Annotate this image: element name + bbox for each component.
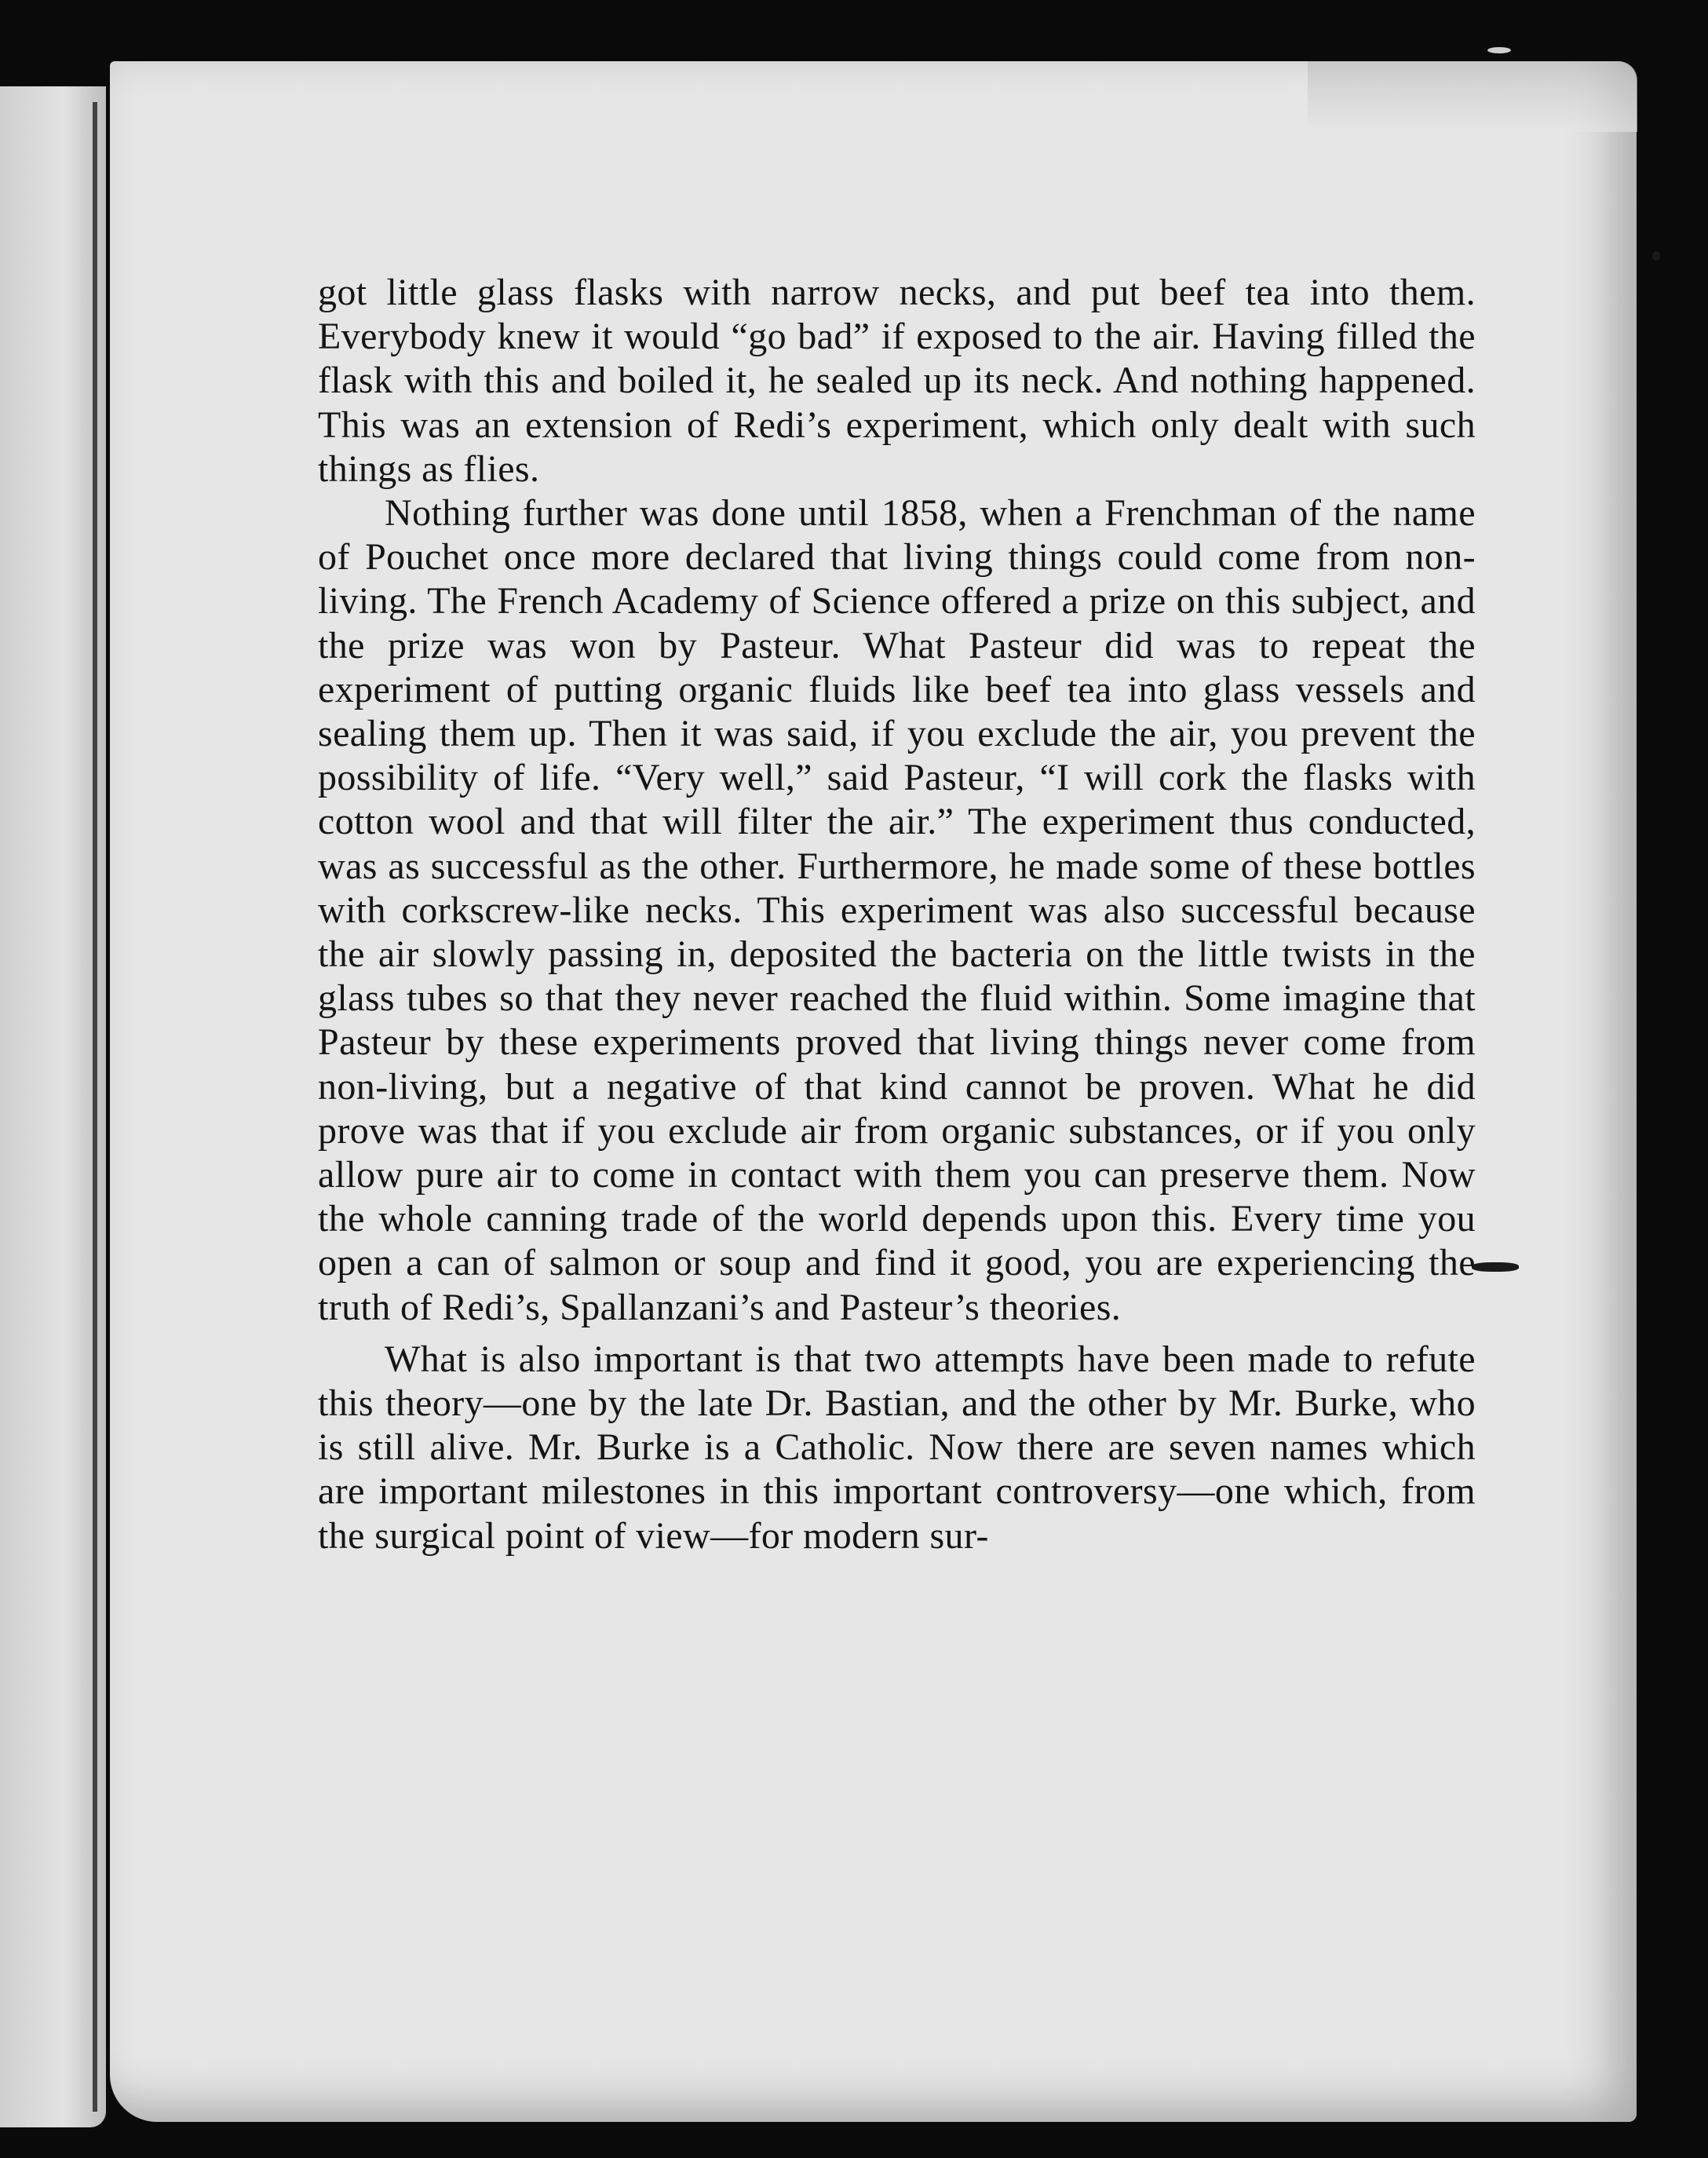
body-text xyxy=(318,271,1476,1558)
binding-gutter xyxy=(93,102,97,2112)
previous-page-edge xyxy=(0,86,106,2127)
ink-speck xyxy=(1652,251,1660,261)
paragraph-flask-experiment: got little glass flasks with narrow necks, and put beef tea into them. Everybody knew it would “go bad” if exposed to the air. Having filled the flask with this and boiled it, he sealed up its neck. And nothing happened. This was an extension of Redi’s experiment, which only dealt with such things as flies. xyxy=(318,272,1476,490)
paragraph-refutation-attempts: What is also important is that two attempts have been made to refute this theory—one by the late Dr. Bastian, and the other by Mr. Burke, who is still alive. Mr. Burke is a Catholic. Now there are seven names which are important milestones in this important controversy—one which, from the surgical point of view—for modern sur- xyxy=(318,1338,1476,1557)
ink-speck xyxy=(1472,1262,1519,1272)
ink-speck xyxy=(1487,47,1511,53)
paragraph-pasteur-experiment: Nothing further was done until 1858, when a Frenchman of the name of Pouchet once more declared that living things could come from non-living. The French Academy of Science offered a prize on this subject, and the prize was won by Pasteur. What Pasteur did was to repeat the experiment of putting organic fluids like beef tea into glass vessels and sealing them up. Then it was said, if you exclude the air, you prevent the possibility of life. “Very well,” said Pasteur, “I will cork the flasks with cotton wool and that will filter the air.” The experiment thus conducted, was as successful as the other. Furthermore, he made some of these bottles with corkscrew-like necks. This experiment was also successful because the air slowly passing in, deposited the bacteria on the little twists in the glass tubes so that they never reached the fluid within. Some imagine that Pasteur by these experiments proved that living things never come from non-living, but a negative of that kind cannot be proven. What he did prove was that if you exclude air from organic substances, or if you only allow pure air to come in contact with them you can preserve them. Now the whole canning trade of the world depends upon this. Every time you open a can of salmon or soup and find it good, you are experiencing the truth of Redi’s, Spallanzani’s and Pasteur’s theories. xyxy=(318,492,1476,1328)
page-corner-shadow xyxy=(1308,61,1637,132)
